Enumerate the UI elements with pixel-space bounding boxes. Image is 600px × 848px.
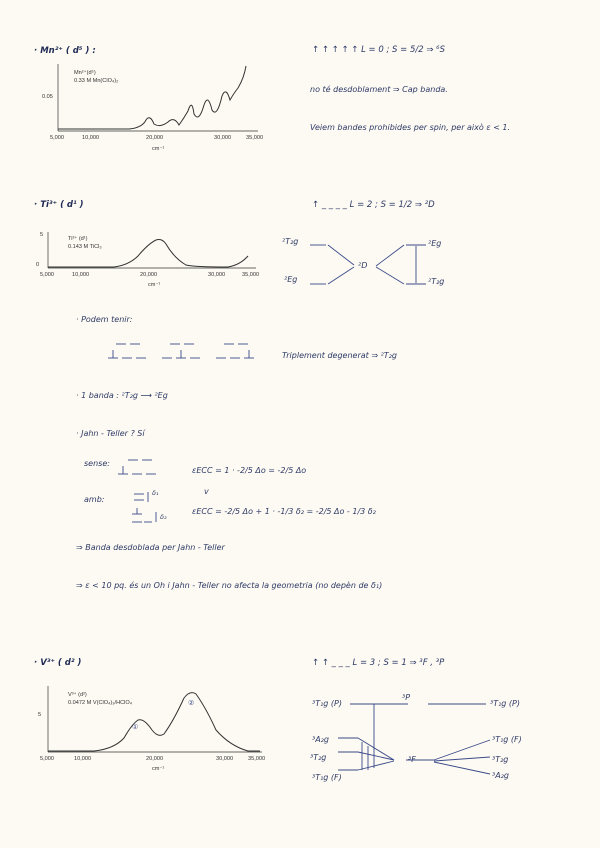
mn-caption-1: Mn²⁺(d⁵)	[74, 70, 96, 76]
v-term-t1gp-right: ³T₁g (P)	[490, 699, 520, 708]
v-x-tick-1: 10,000	[74, 756, 92, 762]
mn-x-tick-1: 10,000	[82, 135, 100, 141]
ti-line-left-bottom	[328, 267, 354, 284]
v-term-t1gp-left: ³T₁g (P)	[312, 699, 342, 708]
mn-x-tick-3: 30,000	[214, 135, 232, 141]
v-spectrum-plot	[34, 682, 274, 782]
ti-y-tick-top: 5	[40, 232, 44, 238]
ti-caption-1: Ti³⁺ (d¹)	[68, 236, 88, 242]
v-line-t2g-left	[358, 752, 394, 760]
mn-y-tick: 0.05	[42, 94, 53, 100]
ti-x-tick-4: 35,000	[242, 272, 260, 278]
v-line-a2g-right	[434, 762, 490, 774]
ti-delta2: δ₂	[160, 513, 167, 521]
v-line-t1gf-left	[358, 761, 394, 770]
ti-triplement: Triplement degenerat ⇒ ²T₂g	[282, 351, 397, 360]
mn-config-line: ↑ ↑ ↑ ↑ ↑ L = 0 ; S = 5/2 ⇒ ⁶S	[312, 45, 445, 55]
ti-x-tick-0: 5,000	[40, 272, 54, 278]
mn-spectrum-svg	[34, 58, 264, 158]
ti-line-right-top	[376, 245, 404, 266]
mn-x-tick-0: 5,000	[50, 135, 64, 141]
ti-splitting-diagram	[280, 232, 480, 302]
v-term-3p: ³P	[402, 693, 411, 702]
v-x-tick-2: 20,000	[146, 756, 164, 762]
ti-spectrum-plot	[34, 228, 264, 293]
mn-note-2: Veiem bandes prohibides per spin, per això ε < 1.	[310, 123, 511, 132]
v-term-a2g-left: ³A₂g	[312, 735, 329, 744]
mn-caption-2: 0.33 M Mn(ClO₄)₂	[74, 78, 119, 84]
ti-x-tick-1: 10,000	[72, 272, 90, 278]
mn-note-1: no té desdoblament ⇒ Cap banda.	[310, 85, 448, 94]
ti-conclusion-1: ⇒ Banda desdoblada per Jahn - Teller	[76, 543, 225, 552]
ti-sense-label: sense:	[84, 459, 110, 468]
ti-jahn-teller: · Jahn - Teller ? Sí	[76, 429, 145, 438]
ti-diag-left-top: ²T₂g	[282, 237, 299, 246]
v-line-t1gf-right	[434, 740, 490, 760]
mn-x-tick-4: 35,000	[246, 135, 264, 141]
ti-line-left-top	[328, 245, 354, 265]
ti-header: · Ti³⁺ ( d¹ )	[34, 200, 84, 210]
ti-amb-label: amb:	[84, 495, 105, 504]
ti-eecc-v: v	[204, 487, 209, 496]
v-line-t2g-right	[434, 757, 490, 761]
ti-delta1: δ₁	[152, 489, 159, 497]
ti-diag-center: ²D	[358, 261, 368, 270]
mn-spectrum-plot	[34, 58, 264, 158]
v-term-t2g-left: ³T₂g	[310, 753, 327, 762]
mn-x-tick-2: 20,000	[146, 135, 164, 141]
v-x-tick-0: 5,000	[40, 756, 54, 762]
ti-y-tick-bottom: 0	[36, 262, 40, 268]
ti-diag-left-bottom: ²Eg	[284, 275, 298, 284]
v-term-t1gf-right: ³T₁g (F)	[492, 735, 522, 744]
ti-eecc-2: εECC = -2/5 Δo + 1 · -1/3 δ₂ = -2/5 Δo - 1/3 δ₂	[192, 507, 376, 516]
ti-diag-right-bottom: ²T₂g	[428, 277, 445, 286]
ti-caption-2: 0.143 M TiCl₃	[68, 244, 102, 250]
ti-x-unit: cm⁻¹	[148, 282, 161, 288]
v-peak-label-1: ①	[132, 724, 139, 731]
v-x-unit: cm⁻¹	[152, 766, 165, 772]
v-term-t1gf-left: ³T₁g (F)	[312, 773, 342, 782]
v-peak-label-2: ②	[188, 700, 195, 707]
ti-x-tick-2: 20,000	[140, 272, 158, 278]
ti-conclusion-2: ⇒ ε < 10 pq. és un Oh i Jahn - Teller no afecta la geometria (no depèn de δ₁)	[76, 581, 383, 590]
mn-x-unit: cm⁻¹	[152, 146, 165, 152]
ti-line-right-bottom	[376, 267, 404, 284]
v-term-t2g-right: ³T₂g	[492, 755, 509, 764]
v-header: · V³⁺ ( d² )	[34, 658, 82, 668]
ti-eecc-1: εECC = 1 · -2/5 Δo = -2/5 Δo	[192, 466, 307, 475]
v-caption-2: 0.0472 M V(ClO₄)₃/HClO₄	[68, 700, 133, 706]
ti-config-line: ↑ _ _ _ _ L = 2 ; S = 1/2 ⇒ ²D	[312, 200, 435, 210]
ti-diag-right-top: ²Eg	[428, 239, 442, 248]
ti-three-configs	[102, 336, 282, 366]
v-y-tick: 5	[38, 712, 42, 718]
ti-podem-tenir: · Podem tenir:	[76, 315, 133, 324]
v-config-line: ↑ ↑ _ _ _ L = 3 ; S = 1 ⇒ ³F , ³P	[312, 658, 445, 668]
ti-x-tick-3: 30,000	[208, 272, 226, 278]
mn-header: · Mn²⁺ ( d⁵ ) :	[34, 46, 96, 56]
v-line-a2g-left	[358, 738, 394, 760]
v-x-tick-3: 30,000	[216, 756, 234, 762]
ti-una-banda: · 1 banda : ²T₂g ⟶ ²Eg	[76, 391, 168, 400]
v-term-a2g-right: ³A₂g	[492, 771, 509, 780]
v-x-tick-4: 35,000	[248, 756, 266, 762]
v-term-3f: ³F	[408, 755, 416, 764]
v-caption-1: V³⁺ (d²)	[68, 692, 87, 698]
ti-sense-config	[112, 456, 172, 478]
